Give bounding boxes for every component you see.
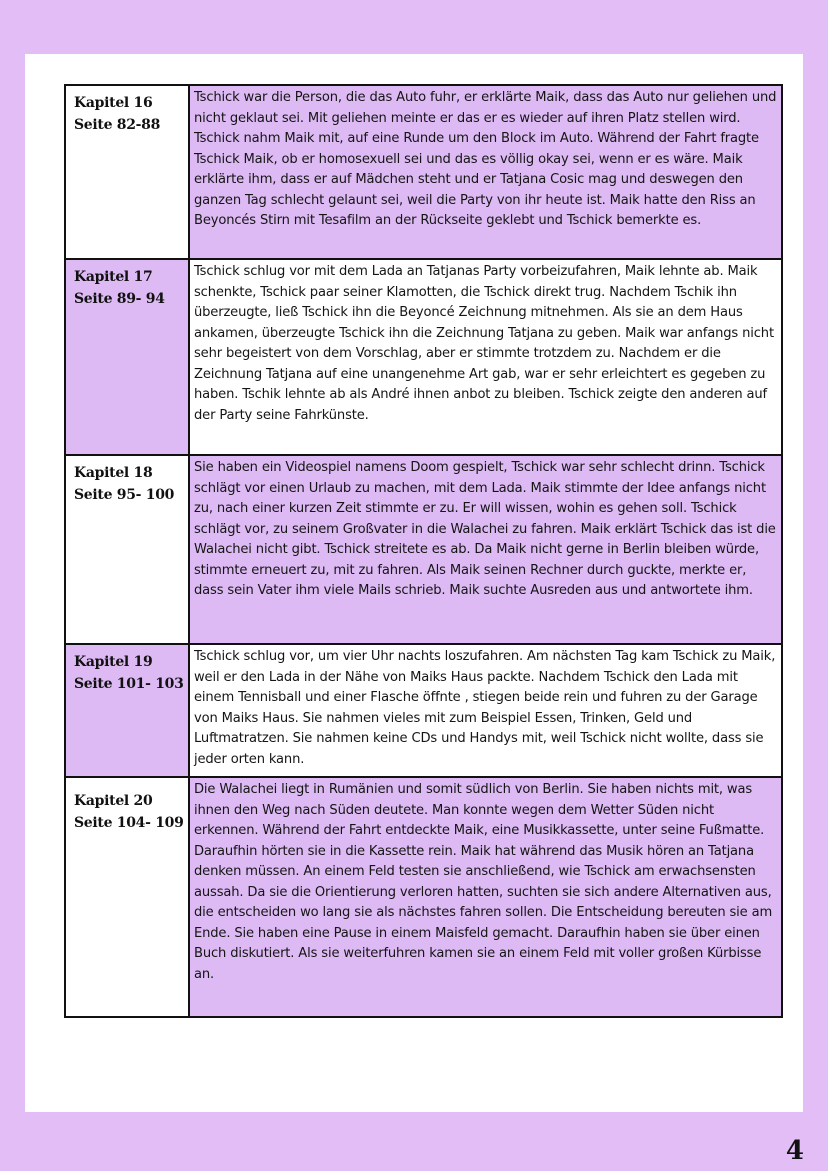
table-row: [65, 85, 782, 259]
table-row: [65, 777, 782, 1017]
chapter-title: Kapitel 18: [74, 465, 153, 481]
chapter-title: Kapitel 16: [74, 95, 153, 111]
chapter-summary: Sie haben ein Videospiel namens Doom gespielt, Tschick war sehr schlecht drinn. Tschick schlägt vor einen Urlaub zu machen, mit dem Lada. Maik stimmte der Idee anfangs nicht zu, nach einer kurzen Zeit stimmte er zu. Er will wissen, wohin es gehen soll. Tschick schlägt vor, zu seinem Großvater in die Walachei zu fahren. Maik erklärt Tschick das ist die Walachei nicht gibt. Tschick streitete es ab. Da Maik nicht gerne in Berlin bleiben würde, stimmte erneuert zu, mit zu fahren. Als Maik seinen Rechner durch guckte, merkte er, dass sein Vater ihm viele Mails schrieb. Maik suchte Ausreden aus und antwortete ihm.: [189, 455, 782, 644]
chapter-label-cell: [65, 259, 189, 455]
chapter-title: Kapitel 19: [74, 654, 153, 670]
chapter-label-cell: [65, 455, 189, 644]
chapter-summary: Tschick war die Person, die das Auto fuhr, er erklärte Maik, dass das Auto nur geliehen und nicht geklaut sei. Mit geliehen meinte er das er es wieder auf ihren Platz stellen wird. Tschick nahm Maik mit, auf eine Runde um den Block im Auto. Während der Fahrt fragte Tschick Maik, ob er homosexuell sei und das es völlig okay sei, wenn er es wäre. Maik erklärte ihm, dass er auf Mädchen steht und er Tatjana Cosic mag und deswegen den ganzen Tag schlecht gelaunt sei, weil die Party von ihr heute ist. Maik hatte den Riss an Beyoncés Stirn mit Tesafilm an der Rückseite geklebt und Tschick bemerkte es.: [189, 85, 782, 259]
chapter-title: Kapitel 17: [74, 269, 153, 285]
chapter-label-cell: [65, 85, 189, 259]
chapter-summary: Tschick schlug vor mit dem Lada an Tatjanas Party vorbeizufahren, Maik lehnte ab. Maik schenkte, Tschick paar seiner Klamotten, die Tschick direkt trug. Nachdem Tschik ihn überzeugte, ließ Tschick ihn die Beyoncé Zeichnung mitnehmen. Als sie an dem Haus ankamen, überzeugte Tschick ihn die Zeichnung Tatjana zu geben. Maik war anfangs nicht sehr begeistert von dem Vorschlag, aber er stimmte trotzdem zu. Nachdem er die Zeichnung Tatjana auf eine unangenehme Art gab, war er sehr erleichtert es gegeben zu haben. Tschik lehnte ab als André ihnen anbot zu bleiben. Tschick zeigte den anderen auf der Party seine Fahrkünste.: [189, 259, 782, 455]
chapter-pages: Seite 104- 109: [74, 815, 184, 831]
chapter-summary-table: [64, 84, 783, 1018]
chapter-summary: Die Walachei liegt in Rumänien und somit südlich von Berlin. Sie haben nichts mit, was ihnen den Weg nach Süden deutete. Man konnte wegen dem Wetter Süden nicht erkennen. Während der Fahrt entdeckte Maik, eine Musikkassette, unter seine Fußmatte. Daraufhin hörten sie in die Kassette rein. Maik hat während das Musik hören an Tatjana denken müssen. An einem Feld testen sie anschließend, wie Tschick am erwachsensten aussah. Da sie die Orientierung verloren hatten, suchten sie sich andere Alternativen aus, die entscheiden wo lang sie als nächstes fahren sollen. Die Entscheidung bereuten sie am Ende. Sie haben eine Pause in einem Maisfeld gemacht. Daraufhin haben sie über einen Buch diskutiert. Als sie weiterfuhren kamen sie an einem Feld mit voller großen Kürbisse an.: [189, 777, 782, 1017]
chapter-label-cell: [65, 644, 189, 777]
chapter-pages: Seite 95- 100: [74, 487, 175, 503]
chapter-summary: Tschick schlug vor, um vier Uhr nachts loszufahren. Am nächsten Tag kam Tschick zu Maik, weil er den Lada in der Nähe von Maiks Haus packte. Nachdem Tschick den Lada mit einem Tennisball und einer Flasche öffnte , stiegen beide rein und fuhren zu der Garage von Maiks Haus. Sie nahmen vieles mit zum Beispiel Essen, Trinken, Geld und Luftmatratzen. Sie nahmen keine CDs und Handys mit, weil Tschick nicht wollte, dass sie jeder orten kann.: [189, 644, 782, 777]
chapter-title: Kapitel 20: [74, 793, 153, 809]
table-row: [65, 259, 782, 455]
table-row: [65, 644, 782, 777]
chapter-label-cell: [65, 777, 189, 1017]
page-number: 4: [785, 1136, 804, 1166]
chapter-pages: Seite 101- 103: [74, 676, 184, 692]
chapter-pages: Seite 82-88: [74, 117, 161, 133]
table-row: [65, 455, 782, 644]
chapter-pages: Seite 89- 94: [74, 291, 165, 307]
